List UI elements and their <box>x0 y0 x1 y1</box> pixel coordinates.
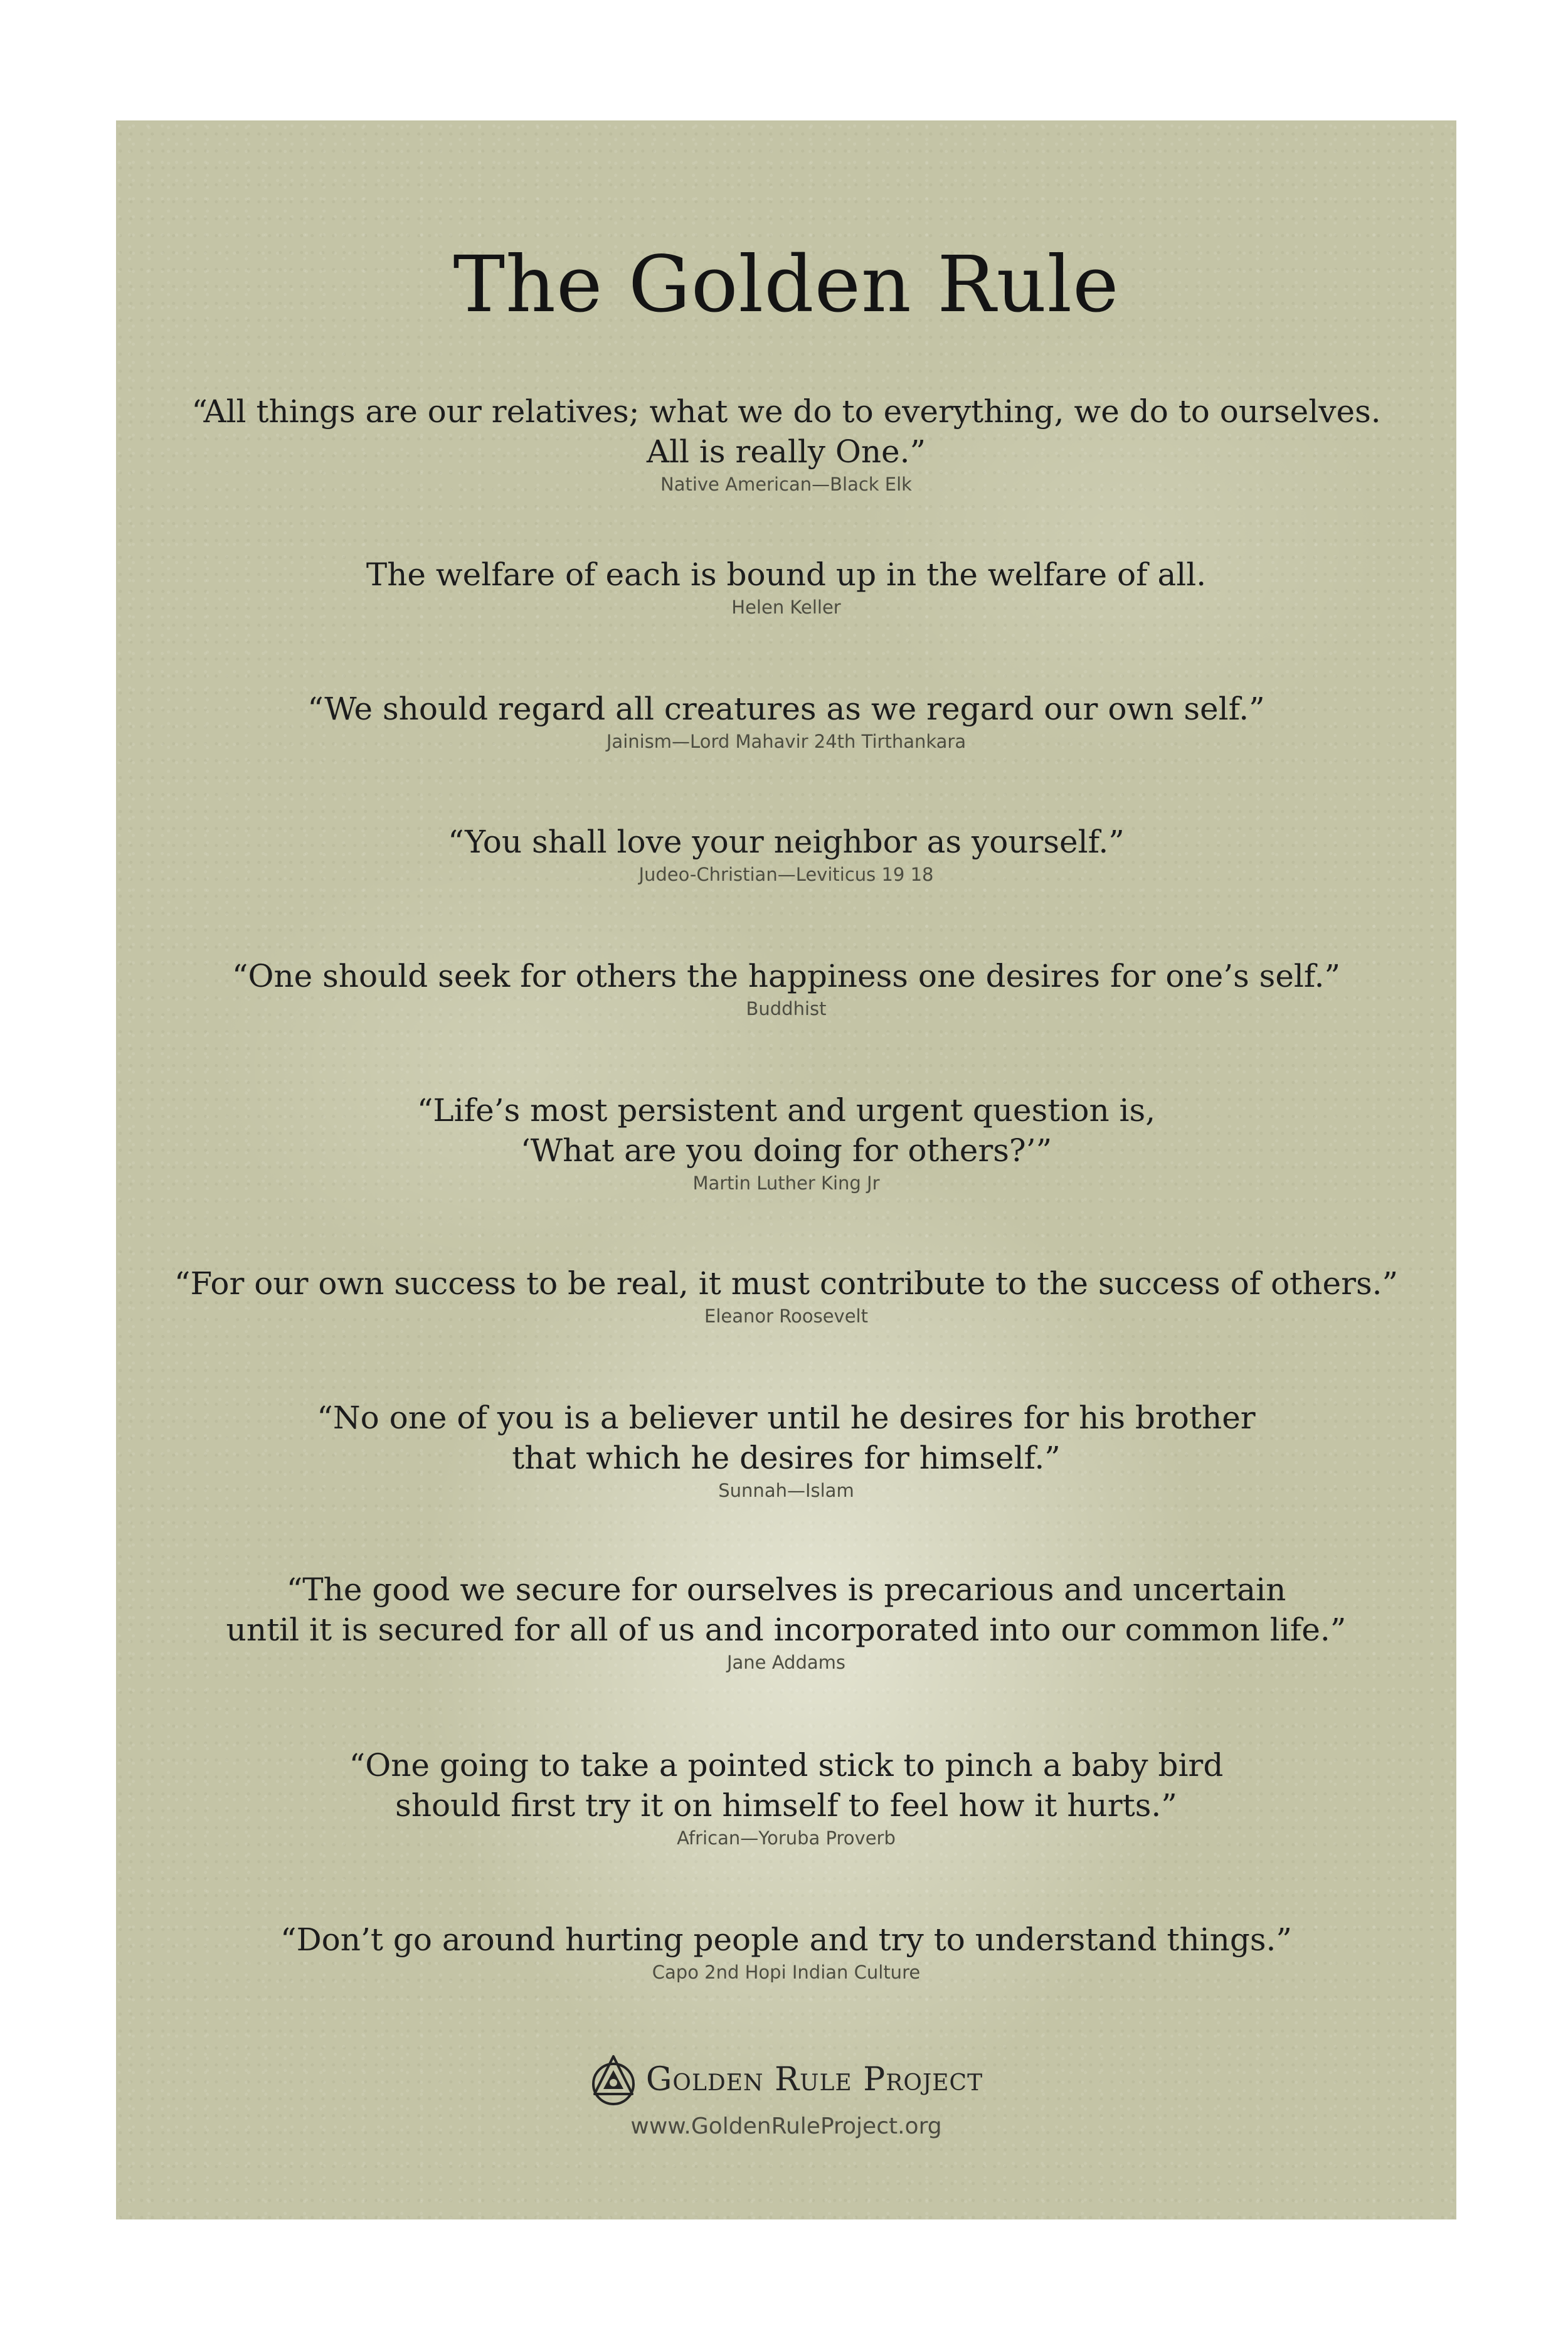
poster <box>116 120 1456 2219</box>
website-url: www.GoldenRuleProject.org <box>630 2113 942 2139</box>
quote-line: All is really One.” <box>646 433 926 470</box>
quote-helen-keller <box>116 555 1456 620</box>
quote-mlk <box>116 1090 1456 1196</box>
quote-line: “No one of you is a believer until he desires for his brother <box>317 1400 1256 1436</box>
quote-line: that which he desires for himself.” <box>512 1440 1061 1476</box>
quote-attribution: African—Yoruba Proverb <box>677 1827 896 1849</box>
quote-eleanor-roosevelt <box>116 1263 1456 1329</box>
quote-line: The welfare of each is bound up in the welfare of all. <box>366 556 1207 593</box>
quote-line: “Don’t go around hurting people and try to understand things.” <box>280 1921 1292 1958</box>
quote-line: “Life’s most persistent and urgent question is, <box>416 1092 1156 1129</box>
quote-sunnah <box>116 1398 1456 1503</box>
quote-line: “For our own success to be real, it must contribute to the success of others.” <box>174 1265 1399 1302</box>
quote-line: “One going to take a pointed stick to pinch a baby bird <box>349 1747 1224 1783</box>
quote-attribution: Judeo-Christian—Leviticus 19 18 <box>638 864 934 885</box>
quote-buddhist <box>116 956 1456 1021</box>
page-title: The Golden Rule <box>453 240 1120 330</box>
quote-jane-addams <box>116 1570 1456 1675</box>
quote-line: ‘What are you doing for others?’” <box>520 1132 1052 1169</box>
quote-line: “You shall love your neighbor as yourself.” <box>448 824 1125 860</box>
quote-jainism <box>116 689 1456 754</box>
quote-attribution: Capo 2nd Hopi Indian Culture <box>652 1962 921 1983</box>
footer <box>116 2053 1456 2139</box>
quote-hopi <box>116 1920 1456 1985</box>
golden-rule-logo-icon <box>590 2053 637 2107</box>
quote-line: “We should regard all creatures as we regard our own self.” <box>307 691 1265 727</box>
quote-line: “One should seek for others the happiness one desires for one’s self.” <box>231 958 1341 994</box>
quote-line: “The good we secure for ourselves is precarious and uncertain <box>286 1571 1286 1608</box>
quote-attribution: Helen Keller <box>731 597 841 618</box>
quote-line: until it is secured for all of us and incorporated into our common life.” <box>226 1612 1347 1648</box>
quote-attribution: Eleanor Roosevelt <box>704 1305 868 1327</box>
quote-yoruba <box>116 1745 1456 1851</box>
quote-attribution: Martin Luther King Jr <box>692 1172 880 1194</box>
brand <box>590 2053 983 2107</box>
quote-attribution: Sunnah—Islam <box>718 1480 854 1501</box>
quote-line: should first try it on himself to feel how it hurts.” <box>395 1787 1177 1824</box>
quote-line: “All things are our relatives; what we do to everything, we do to ourselves. <box>191 393 1381 430</box>
brand-name: Golden Rule Project <box>645 2061 983 2098</box>
quote-leviticus <box>116 822 1456 887</box>
quote-attribution: Buddhist <box>746 998 827 1019</box>
quote-attribution: Jane Addams <box>726 1652 846 1673</box>
quote-attribution: Jainism—Lord Mahavir 24th Tirthankara <box>606 731 967 752</box>
quote-attribution: Native American—Black Elk <box>660 474 912 495</box>
quote-black-elk <box>116 391 1456 497</box>
